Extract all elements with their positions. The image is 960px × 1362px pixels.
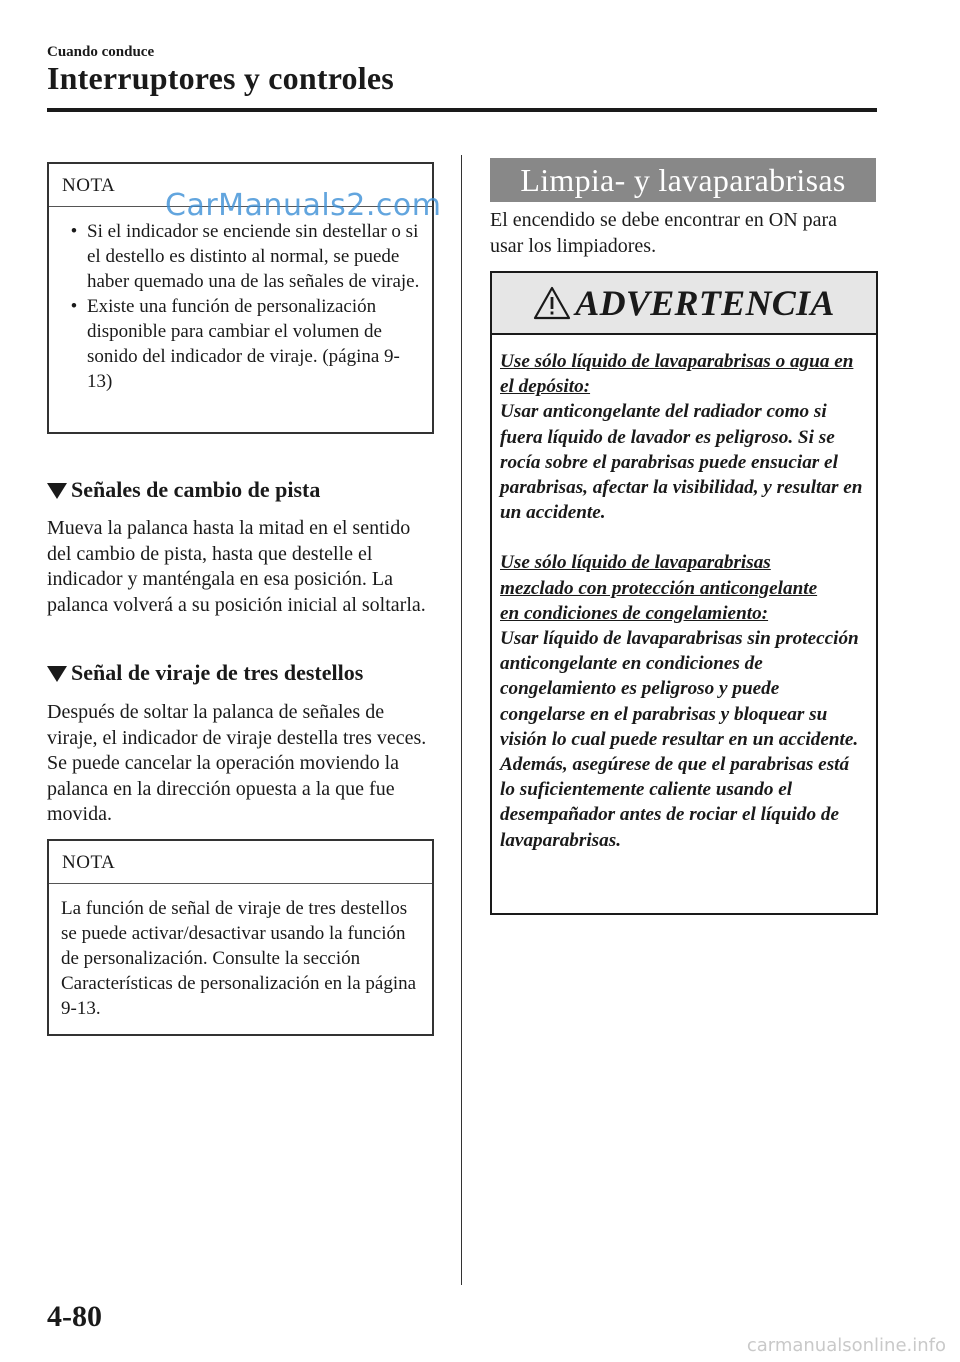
down-triangle-icon [47, 483, 67, 499]
triple-flash-heading [47, 660, 447, 686]
page-number: 4-80 [47, 1300, 102, 1333]
warning-title: ADVERTENCIA [575, 283, 835, 323]
wipers-intro-text: El encendido se debe encontrar en ON para usar los limpiadores. [490, 209, 838, 257]
column-divider [461, 155, 462, 1285]
note-title: NOTA [49, 841, 432, 884]
lane-change-text: Mueva la palanca hasta la mitad en el sentido del cambio de pista, hasta que destelle el indicador y manténgala en esa posición. La palanca volverá a su posición inicial al soltarla. [47, 517, 426, 616]
header-rule [47, 108, 877, 112]
warning-triangle-icon [533, 286, 571, 320]
warning-header [492, 273, 876, 335]
footer-watermark: carmanualsonline.info [746, 1335, 946, 1356]
warning-box [490, 271, 878, 915]
note-bullet [61, 294, 420, 394]
triple-flash-text: Después de soltar la palanca de señales de viraje, el indicador de viraje destella tres veces. Se puede cancelar la operación moviendo la palanca en la dirección opuesta a la que fue movida. [47, 701, 427, 825]
note-bullet-text: Existe una función de personalización disponible para cambiar el volumen de sonido del indicador de viraje. (página 9-13) [87, 296, 400, 392]
warning-block-text: Usar líquido de lavaparabrisas sin protección anticongelante en condiciones de congelamiento es peligroso y puede congelarse en el parabrisas y bloquear su visión lo cual puede resultar en un accidente. Además, asegúrese de que el parabrisas está lo suficientemente caliente usando el desempañador antes de rociar el líquido de lavaparabrisas. [500, 628, 859, 851]
bullet-dot-icon: • [70, 221, 78, 242]
section-label: Cuando conduce [47, 44, 155, 60]
section-banner: Limpia- y lavaparabrisas [490, 158, 876, 202]
warning-block-heading: Use sólo líquido de lavaparabrisas o agua en el depósito: [500, 351, 854, 398]
lane-change-heading-text: Señales de cambio de pista [71, 477, 321, 502]
lane-change-heading [47, 477, 447, 503]
bullet-dot-icon: • [70, 296, 78, 317]
page-title: Interruptores y controles [47, 60, 394, 96]
triple-flash-heading-text: Señal de viraje de tres destellos [71, 660, 364, 685]
note-bullet [61, 219, 420, 294]
note-box-triple-flash [47, 839, 434, 1036]
note-title: NOTA [49, 164, 432, 207]
note-bullet-text: Si el indicador se enciende sin destellar o si el destello es distinto al normal, se puede haber quemado una de las señales de viraje. [87, 221, 420, 292]
warning-block-heading: Use sólo líquido de lavaparabrisas mezclado con protección anticongelante en condiciones de congelamiento: [500, 552, 818, 624]
warning-block-text: Usar anticongelante del radiador como si fuera líquido de lavador es peligroso. Si se rocía sobre el parabrisas puede ensuciar el parabrisas, afectar la visibilidad, y resultar en un accidente. [500, 401, 863, 524]
down-triangle-icon [47, 666, 67, 682]
watermark: CarManuals2.com [165, 188, 442, 223]
note-text: La función de señal de viraje de tres destellos se puede activar/desactivar usando la función de personalización. Consulte la sección Características de personalización en la página 9-13. [61, 898, 417, 1019]
